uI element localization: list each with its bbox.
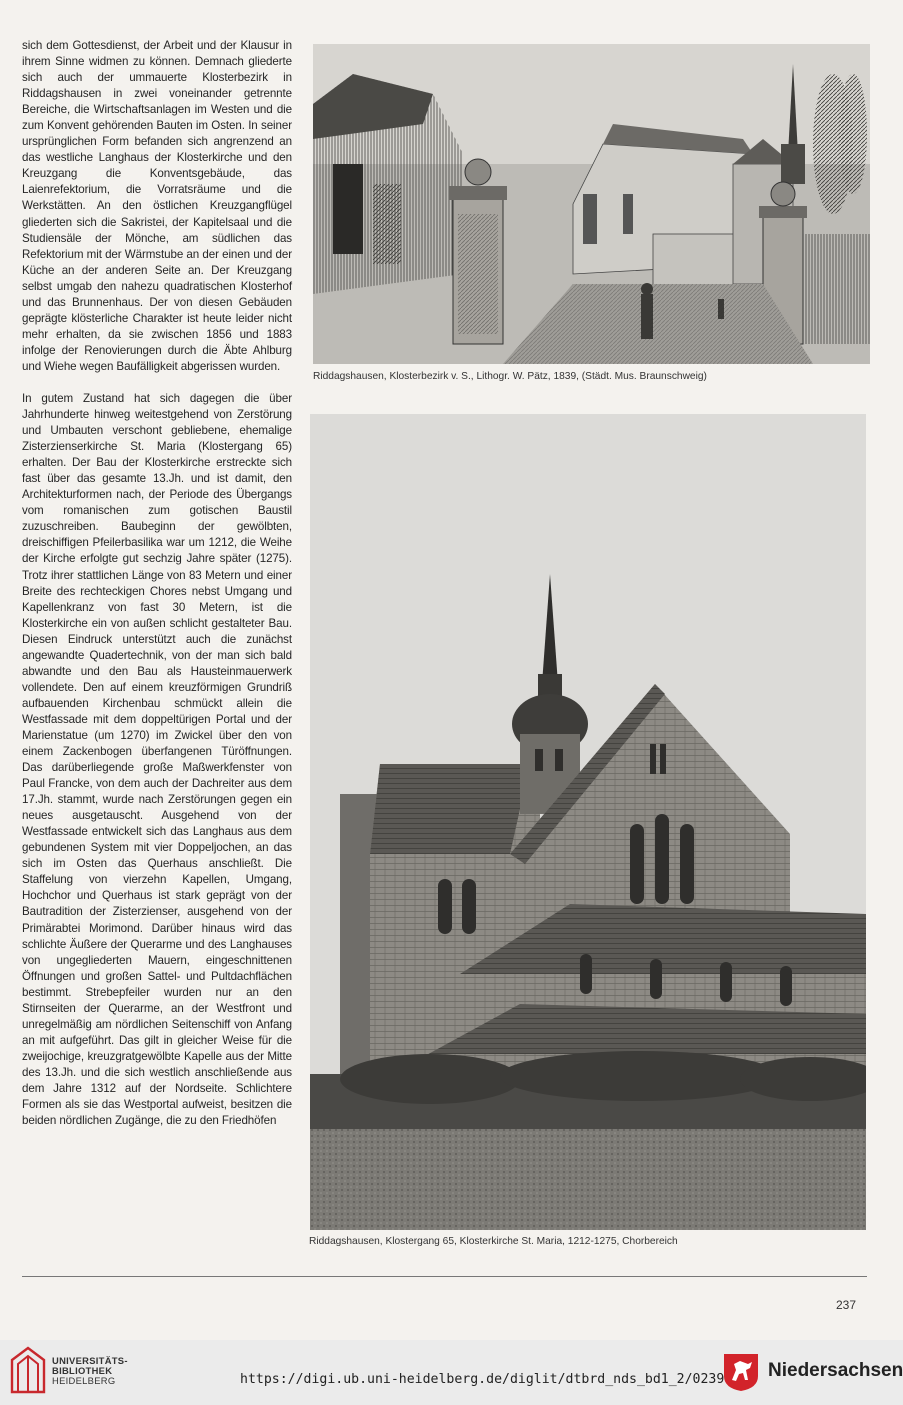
footnote-divider (22, 1276, 867, 1277)
library-line-2: BIBLIOTHEK (52, 1365, 113, 1376)
paragraph-2-emphasis: Zisterzienserkirche St. Maria (Klostergang 65) (22, 440, 292, 454)
paragraph-1: sich dem Gottesdienst, der Arbeit und der Klausur in ihrem Sinne widmen zu können. Demnach gliederte sich auch der ummauerte Klosterbezirk in Riddagshausen in zwei voneinander getrennte Bereiche, die Wirtschaftsanlagen im Westen und die zum Konvent gehörenden Bauten im Osten. In seiner ursprünglichen Form befanden sich angrenzend an das westliche Langhaus der Klosterkirche und den Kreuzgang die Konventsgebäude, das Laienrefektorium, die Vorratsräume und die Werkstätten. An den östlichen Kreuzgangflügel gliederten sich die Sakristei, der Kapitelsaal und die Studiensäle der Mönche, am südlichen das Refektorium mit der Wärmstube an der einen und der Küche an der anderen Seite an. Der Kreuzgang selbst umgab den nahezu quadratischen Klosterhof und das Brunnenhaus. Der von diesen Gebäuden geprägte klösterliche Charakter ist heute leider nicht mehr erhalten, da sie zwischen 1856 und 1883 infolge der Renovierungen durch die Äbte Ahlburg und Wiehe wegen Baufälligkeit abgerissen wurden. (22, 39, 292, 373)
lithograph-image (313, 44, 870, 364)
page-number: 237 (836, 1298, 857, 1312)
permalink-url[interactable]: https://digi.ub.uni-heidelberg.de/diglit/dtbrd_nds_bd1_2/0239 (240, 1372, 725, 1387)
ub-heidelberg-logo-icon[interactable] (10, 1346, 46, 1394)
paragraph-2 (22, 391, 292, 1129)
body-text-column (22, 38, 292, 1129)
figure-2-caption: Riddagshausen, Klostergang 65, Klosterkirche St. Maria, 1212-1275, Chorbereich (309, 1236, 678, 1247)
figure-1-caption: Riddagshausen, Klosterbezirk v. S., Lithogr. W. Pätz, 1839, (Städt. Mus. Braunschweig) (313, 371, 707, 382)
library-line-1: UNIVERSITÄTS- (52, 1355, 128, 1366)
paragraph-2-start: In gutem Zustand hat sich dagegen die über Jahrhunderte hinweg weitestgehend von Zerstörung und Umbauten verschont gebliebene, ehemalige (22, 391, 292, 438)
sponsor-name[interactable]: Niedersachsen (768, 1360, 903, 1381)
church-photo-figure (310, 414, 866, 1230)
paragraph-2-rest: erhalten. Der Bau der Klosterkirche erstreckte sich fast über das gesamte 13.Jh. und ist damit, den Architekturformen nach, der Periode des Übergangs vom romanischen zum gotischen Baustil zuzuschreiben. Baubeginn der gewölbten, dreischiffigen Pfeilerbasilika war um 1212, die Weihe der Kirche erfolgte gut sechzig Jahre später (1275). Trotz ihrer stattlichen Länge von 83 Metern und einer Breite des rechteckigen Chores nebst Umgang und Kapellenkranz von fast 30 Metern, ist die Klosterkirche ein von außen schlicht gestalteter Bau. Diesen Eindruck unterstützt auch die zunächst angewandte Quadertechnik, von der man sich bald abwandte und den Bau als Hausteinmauerwerk vollendete. Den auf einem kreuzförmigen Grundriß aufbauenden Kirchenbau schmückt allein die Westfassade mit dem doppeltürigen Portal und der Marienstatue (um 1270) im Zwickel über den von einem Zackenbogen überfangenen Türöffnungen. Das darüberliegende große Maßwerkfenster von Paul Francke, von dem auch der Dachreiter aus dem 17.Jh. stammt, wurde nach Zerstörungen gegen ein neues ausgetauscht. Ausgehend von der Westfassade entwickelt sich das Langhaus aus dem gebundenen System mit vier Doppeljochen, an das sich im Osten das Querhaus anschließt. Die Staffelung von vierzehn Kapellen, Umgang, Hochchor und Querhaus ist stark geprägt von der Bautradition der Zisterzienser, ausgehend von der Primärabtei Morimond. Darüber hinaus wird das schlichte Äußere der Querarme und des Langhauses von ungegliederten Mauern, eingeschnittenen Öffnungen und großen Sattel- und Pultdachflächen bestimmt. Strebepfeiler wurden nur an den Stirnseiten der Querarme, an der Westfront und unregelmäßig am nördlichen Seitenschiff von Anfang an mit aufgeführt. Das gilt in gleicher Weise für die zweijochige, kreuzgratgewölbte Kapelle aus der Mitte des 13.Jh. und die sich westlich anschließende aus dem Jahre 1312 auf der Nordseite. Schlichtere Formen als sie das Westportal aufweist, besitzen die beiden nördlichen Zugänge, die zu den Friedhöfen (22, 456, 292, 1128)
library-line-3: HEIDELBERG (52, 1375, 116, 1386)
niedersachsen-horse-logo-icon[interactable] (722, 1352, 760, 1392)
church-photo-image (310, 414, 866, 1230)
lithograph-figure (313, 44, 870, 364)
library-name[interactable] (52, 1356, 128, 1386)
